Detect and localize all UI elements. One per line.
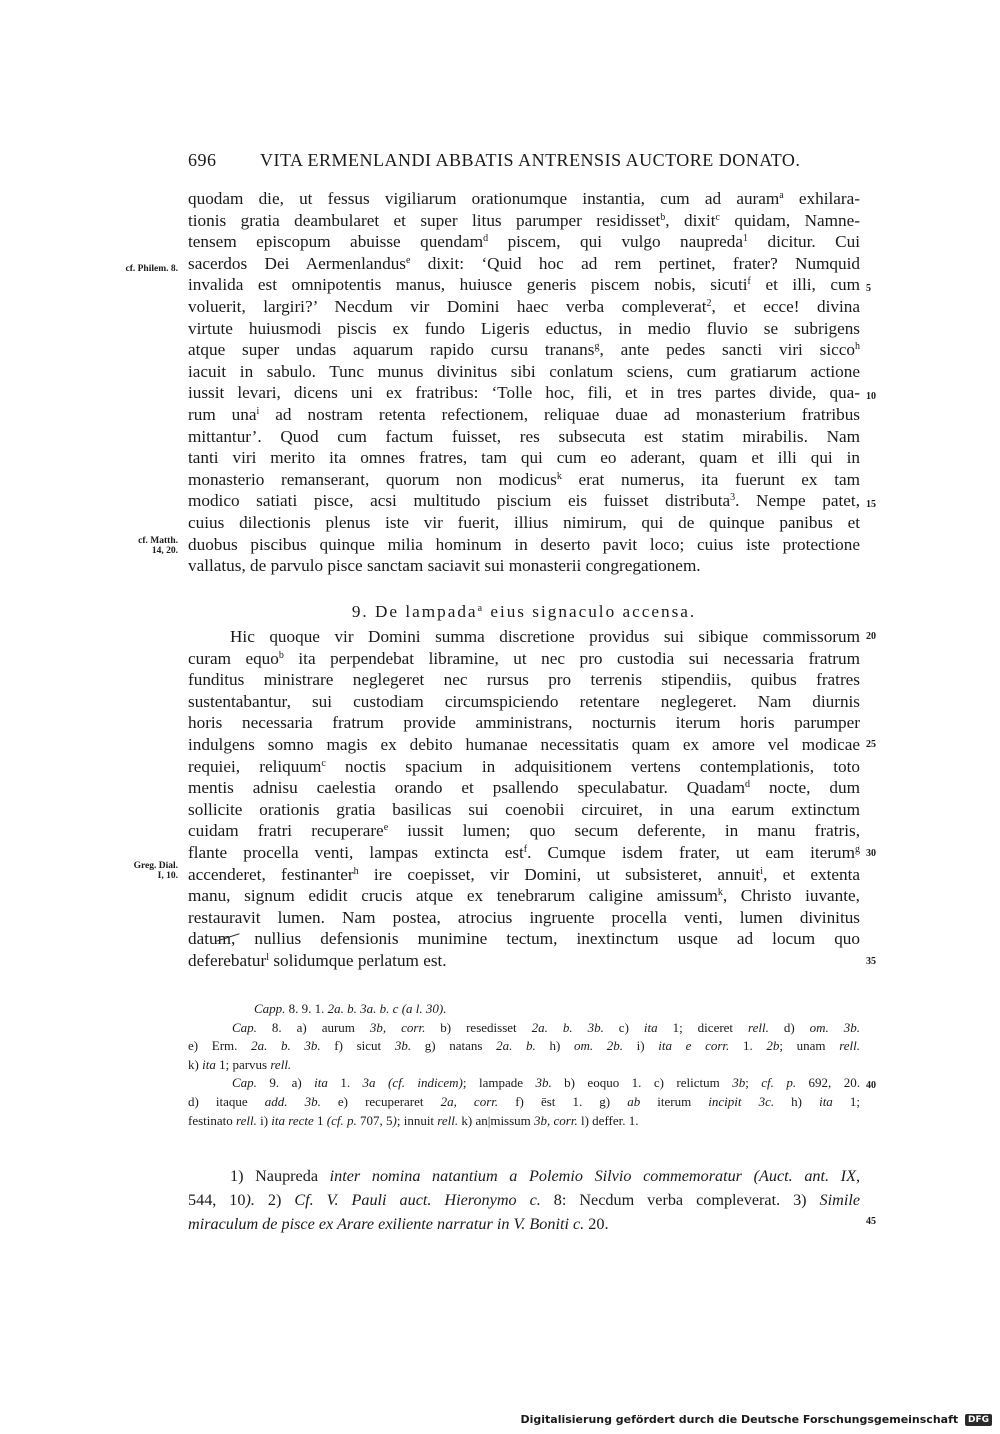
text-line: indulgens somno magis ex debito humanae necessitatis quam ex amore vel modicae (188, 734, 860, 754)
dfg-logo: DFG (965, 1414, 992, 1426)
text-line: tensem episcopum abuisse quendam$^d$ piscem, qui vulgo naupreda$^1$ dicitur. Cui (188, 232, 860, 252)
main-text-block-2 (188, 626, 860, 972)
text-line: requiei, reliquum$^c$ noctis spacium in adquisitionem vertens contemplationis, toto (188, 756, 860, 776)
text-line: horis necessaria fratrum provide amministrans, nocturnis iterum horis parumper (188, 713, 860, 733)
page-number: 696 (188, 150, 217, 170)
apparatus-line: festinato rell. i) ita recte 1 (cf. p. 707, 5); innuit rell. k) an|missum 3b, corr. l) deffer. 1. (188, 1112, 639, 1128)
text-line: monasterio remanserant, quorum non modicus$^k$ erat numerus, ita fuerunt ex tam (188, 469, 860, 489)
footnotes (188, 1164, 860, 1236)
text-line: flante procella venti, lampas extincta est$^f$. Cumque isdem frater, ut eam iterum$^g$ (188, 842, 860, 862)
text-line: tionis gratia deambularet et super litus parumper residisset$^b$, dixit$^c$ quidam, Namne- (188, 210, 860, 230)
text-line: rum una$^i$ ad nostram retenta refectionem, reliquae duae ad monasterium fratribus (188, 404, 860, 424)
text-line: iacuit in sabulo. Tunc munus divinitus sibi conlatum sciens, cum gratiarum actione (188, 361, 860, 381)
margin-note-philem: cf. Philem. 8. (125, 264, 178, 274)
text-line: sustentabantur, sui custodiam circumspiciendo retentare neglegeret. Nam diurnis (188, 691, 860, 711)
text-line: invalida est omnipotentis manus, huiusce generis piscem nobis, sicuti$^f$ et illi, cum (188, 275, 860, 295)
digitization-credit (520, 1413, 992, 1426)
text-line: manu, signum edidit crucis atque ex tenebrarum caligine amissum$^k$, Christo iuvante, (188, 886, 860, 906)
text-line: virtute huiusmodi piscis ex fundo Ligeris eductus, in medio fluvio se subrigens (188, 318, 860, 338)
apparatus-line: Cap. 8. a) aurum 3b, corr. b) resedisset 2a. b. 3b. c) ita 1; diceret rell. d) om. 3b. (232, 1019, 860, 1035)
text-line: tanti viri merito ita omnes fratres, tam qui cum eo aderant, quam et illi qui in (188, 448, 860, 468)
text-line: accenderet, festinanter$^h$ ire coepisset, vir Domini, ut subsisteret, annuit$^i$, et extenta (188, 864, 860, 884)
critical-apparatus (188, 1000, 860, 1130)
footnote-line: 544, 10). 2) Cf. V. Pauli auct. Hieronymo c. 8: Necdum verba compleverat. 3) Simile (188, 1191, 860, 1209)
text-line: sacerdos Dei Aermenlandus$^e$ dixit: ‘Quid hoc ad rem pertinet, frater? Numquid (188, 253, 860, 273)
text-line: funditus ministrare neglegeret nec rursus pro terrenis stipendiis, quibus fratres (188, 670, 860, 690)
line-number: 25 (866, 739, 876, 750)
apparatus-line: k) ita 1; parvus rell. (188, 1056, 292, 1072)
line-number: 35 (866, 956, 876, 967)
line-number: 15 (866, 499, 876, 510)
text-line: cuius dilectionis plenus iste vir fuerit, illius nimirum, qui de quinque panibus et (188, 512, 860, 532)
text-line: cuidam fratri recuperare$^e$ iussit lumen; quo secum deferente, in manu fratris, (188, 821, 860, 841)
text-line: Hic quoque vir Domini summa discretione providus sui sibique commissorum (230, 627, 860, 646)
text-line: iussit levari, dicens uni ex fratribus: ‘Tolle hoc, fili, et in tres partes divide, qua- (188, 383, 860, 403)
footnote-line: miraculum de pisce ex Arare exiliente narratur in V. Boniti c. 20. (188, 1215, 609, 1233)
text-line: duobus piscibus quinque milia hominum in deserto pavit loco; cuius iste protectione (188, 534, 860, 554)
text-line: curam equo$^b$ ita perpendebat libramine, ut nec pro custodia sui necessaria fratrum (188, 648, 860, 668)
text-line: atque super undas aquarum rapido cursu tranans$^g$, ante pedes sancti viri sicco$^h$ (188, 340, 860, 360)
text-line: modico satiati pisce, acsi multitudo piscium eis fuisset distributa$^3$. Nempe patet, (188, 491, 860, 511)
credit-text: Digitalisierung gefördert durch die Deutsche Forschungsgemeinschaft (520, 1413, 959, 1426)
line-number: 40 (866, 1080, 876, 1091)
line-number: 10 (866, 391, 876, 402)
margin-note-greg: Greg. Dial. I, 10. (133, 861, 178, 881)
margin-note-matth: cf. Matth. 14, 20. (138, 536, 178, 556)
text-line: restauravit lumen. Nam postea, atrocius ingruente procella venti, lumen divinitus (188, 907, 860, 927)
text-line: mittantur’. Quod cum factum fuisset, res subsecuta est statim mirabilis. Nam (188, 426, 860, 446)
text-line: vallatus, de parvulo pisce sanctam saciavit sui monasterii congregationem. (188, 556, 701, 576)
text-line: quodam die, ut fessus vigiliarum orationumque instantia, cum ad auram$^a$ exhilara- (188, 189, 860, 208)
text-line: mentis adnisu caelestia orando et psallendo speculabatur. Quadam$^d$ nocte, dum (188, 778, 860, 798)
line-number: 5 (866, 283, 871, 294)
main-text-block-1 (188, 188, 860, 577)
line-number: 20 (866, 631, 876, 642)
apparatus-line: d) itaque add. 3b. e) recuperaret 2a, corr. f) ēst 1. g) ab iterum incipit 3c. h) ita 1; (188, 1093, 860, 1109)
line-number: 30 (866, 848, 876, 859)
text-line: datum, nullius defensionis munimine tectum, inextinctum usque ad locum quo (188, 929, 860, 949)
apparatus-line: e) Erm. 2a. b. 3b. f) sicut 3b. g) natans 2a. b. h) om. 2b. i) ita e corr. 1. 2b; unam rell. (188, 1038, 860, 1054)
text-line: sollicite orationis gratia basilicas sui coenobii circuiret, in una earum extinctum (188, 799, 860, 819)
text-line: deferebatur$^l$ solidumque perlatum est. (188, 950, 447, 970)
apparatus-line: Cap. 9. a) ita 1. 3a (cf. indicem); lampade 3b. b) eoquo 1. c) relictum 3b; cf. p. 692, 20. (232, 1075, 860, 1091)
line-number: 45 (866, 1216, 876, 1227)
text-line: voluerit, largiri?’ Necdum vir Domini haec verba compleverat$^2$, et ecce! divina (188, 296, 860, 316)
chapter-heading: 9. De lampada$^a$ eius signaculo accensa. (351, 602, 697, 621)
running-title: VITA ERMENLANDI ABBATIS ANTRENSIS AUCTORE DONATO. (260, 150, 801, 170)
apparatus-line: Capp. 8. 9. 1. 2a. b. 3a. b. c (a l. 30). (254, 1001, 447, 1016)
footnote-line: 1) Naupreda inter nomina natantium a Polemio Silvio commemoratur (Auct. ant. IX, (230, 1167, 860, 1185)
